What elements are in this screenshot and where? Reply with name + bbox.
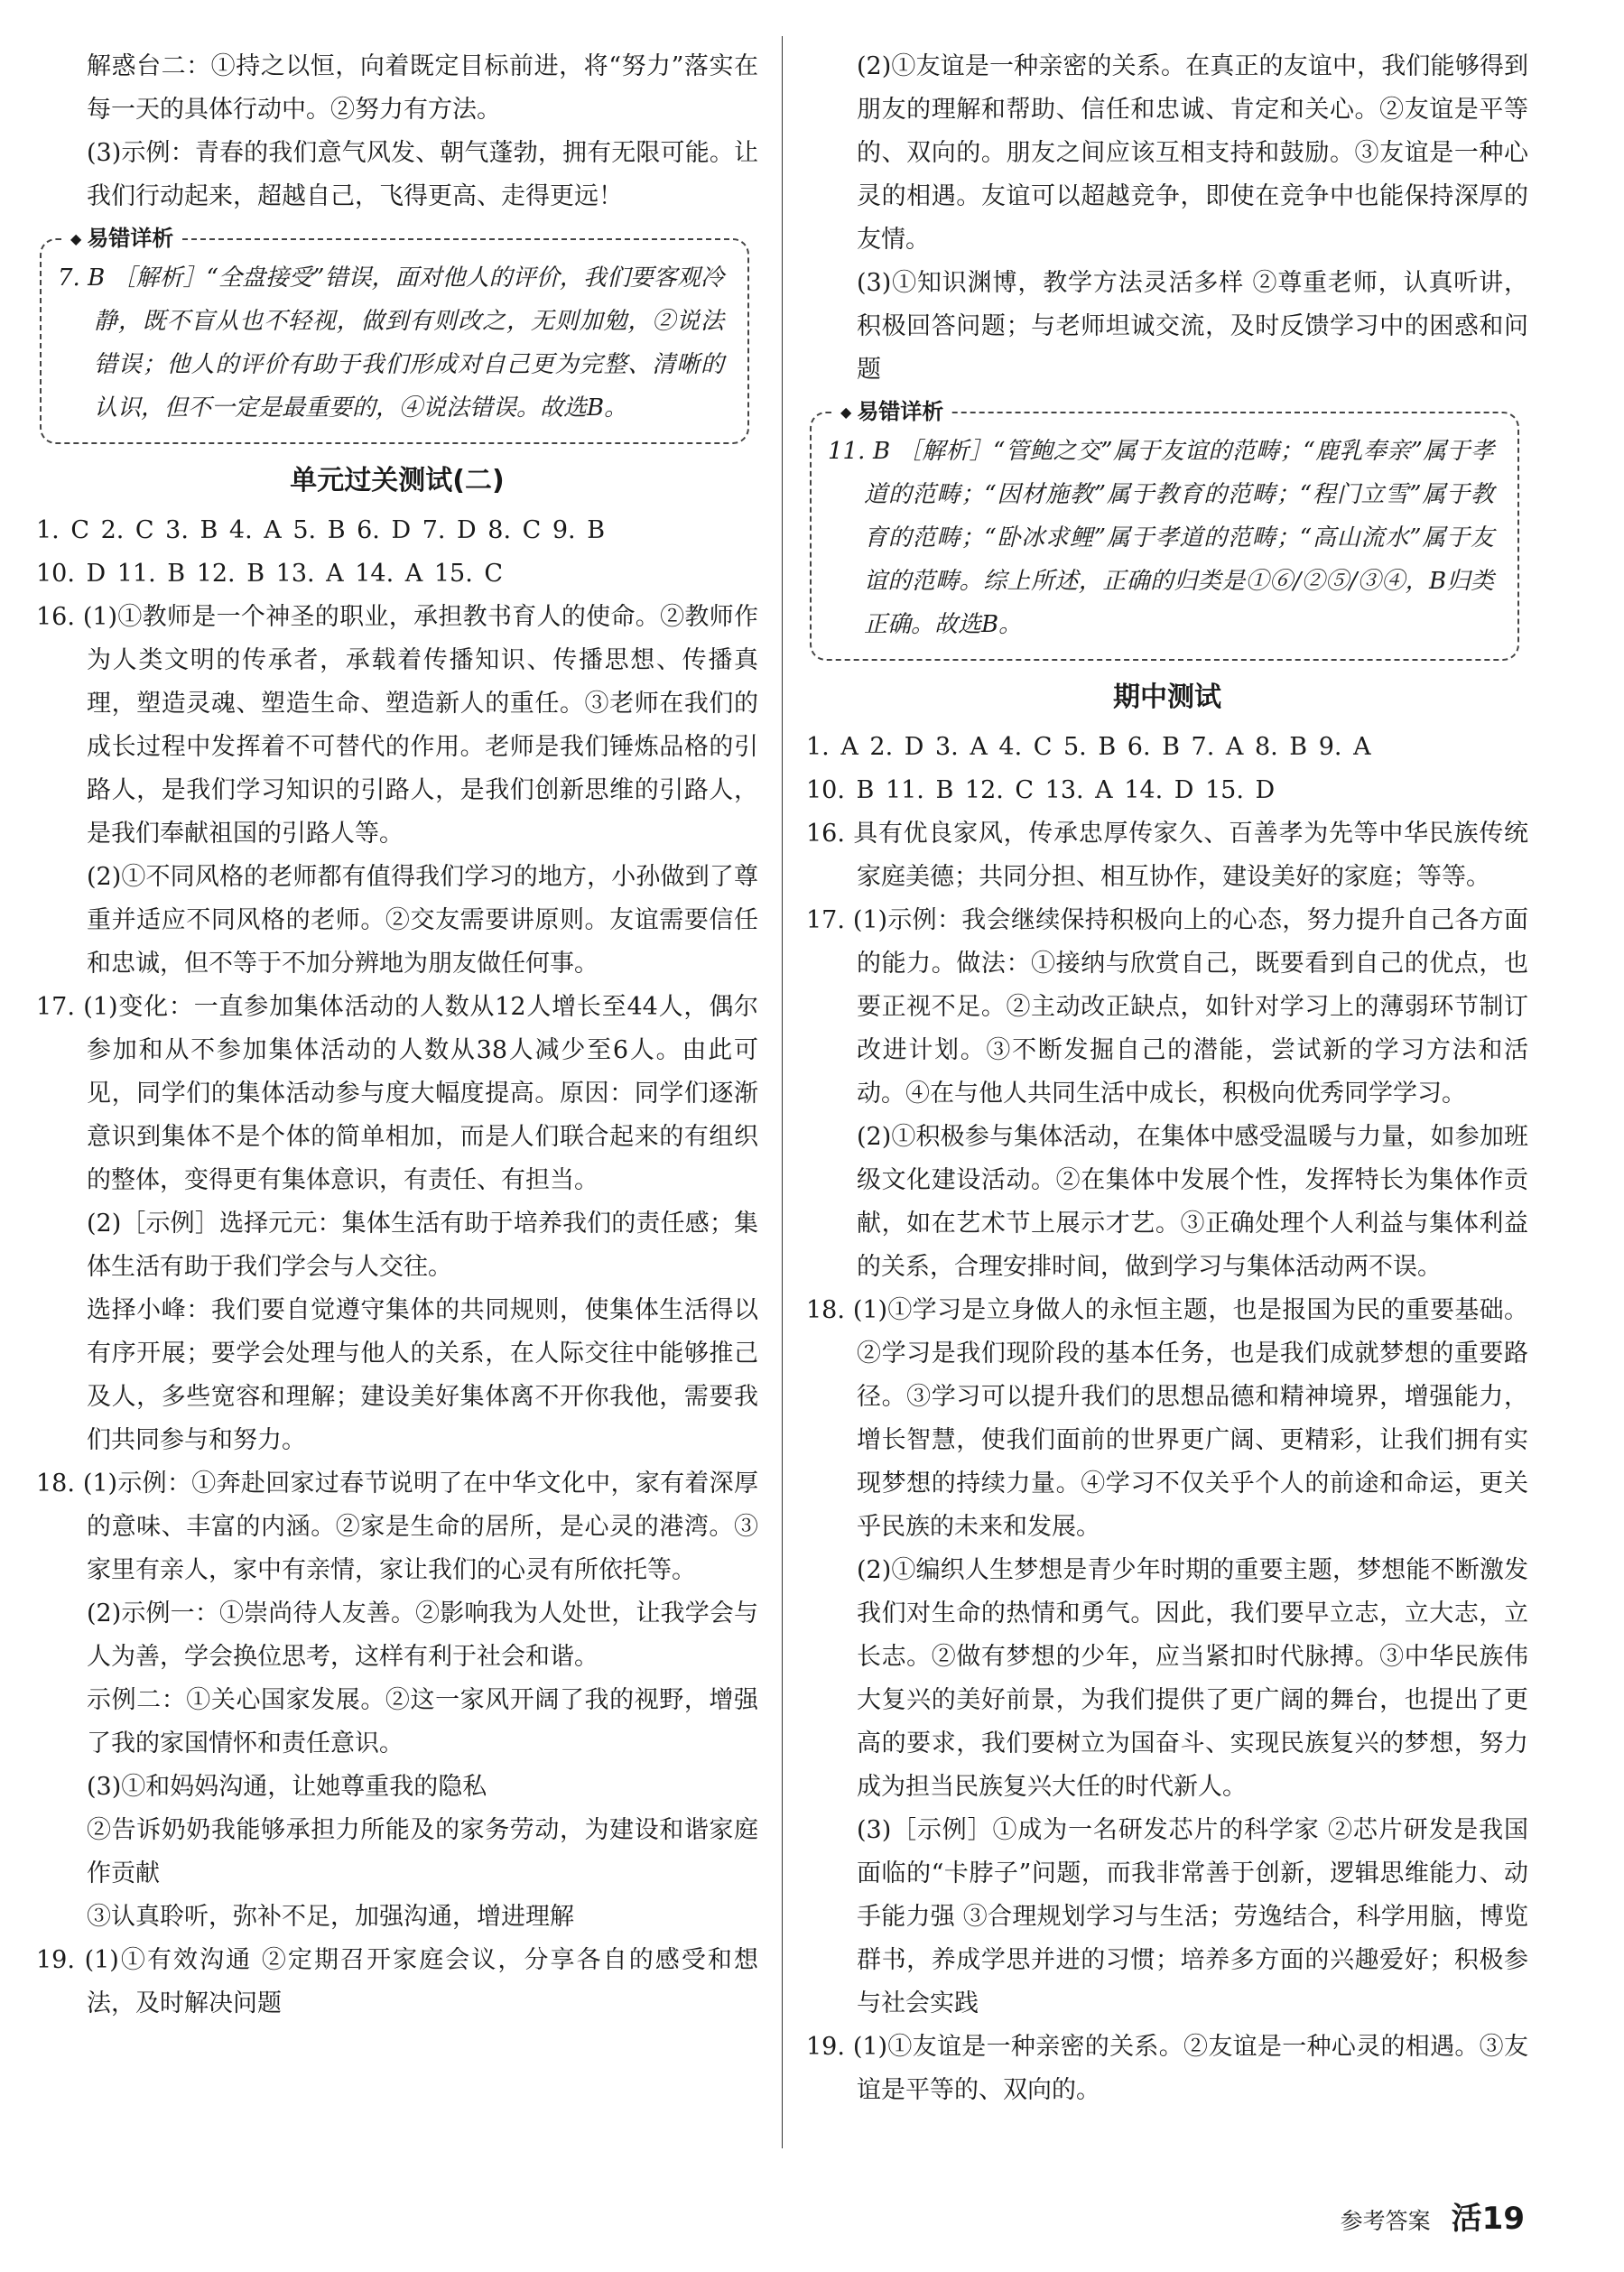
left-column: [36, 45, 758, 2026]
answer-paragraph: (2)①编织人生梦想是青少年时期的重要主题，梦想能不断激发我们对生命的热情和勇气。因此，我们要早立志，立大志，立长志。②做有梦想的少年，应当紧扣时代脉搏。③中华民族伟大复兴的美好前景，为我们提供了更广阔的舞台，也提出了更高的要求，我们要树立为国奋斗、实现民族复兴的梦想，努力成为担当民族复兴大任的时代新人。: [857, 1556, 1528, 1801]
answer-paragraph: 19. (1)①友谊是一种亲密的关系。②友谊是一种心灵的相遇。③友谊是平等的、双向的。: [806, 2033, 1528, 2104]
answer-paragraph: ②告诉奶奶我能够承担力所能及的家务劳动，为建设和谐家庭作贡献: [87, 1816, 758, 1887]
answer-paragraph: 示例二：①关心国家发展。②这一家风开阔了我的视野，增强了我的家国情怀和责任意识。: [87, 1686, 758, 1757]
error-analysis-label: ◆ 易错详析: [63, 222, 181, 255]
choice-answers-row: 10. B 11. B 12. C 13. A 14. D 15. D: [806, 776, 1276, 804]
diamond-icon: ◆: [840, 403, 852, 421]
right-column: [806, 45, 1528, 2112]
answer-paragraph: (2)①积极参与集体活动，在集体中感受温暖与力量，如参加班级文化建设活动。②在集体中发展个性，发挥特长为集体作贡献，如在艺术节上展示才艺。③正确处理个人利益与集体利益的关系，合理安排时间，做到学习与集体活动两不误。: [857, 1123, 1528, 1281]
page-footer: [1341, 2193, 1525, 2238]
answer-paragraph: 17. (1)示例：我会继续保持积极向上的心态，努力提升自己各方面的能力。做法：①接纳与欣赏自己，既要看到自己的优点，也要正视不足。②主动改正缺点，如针对学习上的薄弱环节制订改进计划。③不断发掘自己的潜能，尝试新的学习方法和活动。④在与他人共同生活中成长，积极向优秀同学学习。: [806, 906, 1528, 1108]
answer-paragraph: (3)①和妈妈沟通，让她尊重我的隐私: [87, 1773, 487, 1801]
choice-answers-row: 1. C 2. C 3. B 4. A 5. B 6. D 7. D 8. C 9. B: [36, 516, 606, 544]
answer-paragraph: 18. (1)示例：①奔赴回家过春节说明了在中华文化中，家有着深厚的意味、丰富的内涵。②家是生命的居所，是心灵的港湾。③家里有亲人，家中有亲情，家让我们的心灵有所依托等。: [36, 1470, 758, 1584]
answer-paragraph: 16. (1)①教师是一个神圣的职业，承担教书育人的使命。②教师作为人类文明的传承者，承载着传播知识、传播思想、传播真理，塑造灵魂、塑造生命、塑造新人的重任。③老师在我们的成长过程中发挥着不可替代的作用。老师是我们锤炼品格的引路人，是我们学习知识的引路人，是我们创新思维的引路人，是我们奉献祖国的引路人等。: [36, 603, 758, 848]
error-analysis-text: 7. B ［解析］“全盘接受”错误，面对他人的评价，我们要客观冷静，既不盲从也不轻视，做到有则改之，无则加勉，②说法错误；他人的评价有助于我们形成对自己更为完整、清晰的认识，但不一定是最重要的，④说法错误。故选B。: [58, 264, 724, 422]
diamond-icon: ◆: [70, 230, 82, 247]
column-divider: [782, 36, 783, 2148]
answer-paragraph: (2)①不同风格的老师都有值得我们学习的地方，小孙做到了尊重并适应不同风格的老师。②交友需要讲原则。友谊需要信任和忠诚，但不等于不加分辨地为朋友做任何事。: [87, 863, 758, 978]
answer-paragraph: 16. 具有优良家风，传承忠厚传家久、百善孝为先等中华民族传统家庭美德；共同分担、相互协作，建设美好的家庭；等等。: [806, 820, 1528, 891]
error-analysis-label: ◆ 易错详析: [833, 395, 951, 429]
answer-paragraph: (2)［示例］选择元元：集体生活有助于培养我们的责任感；集体生活有助于我们学会与人交往。: [87, 1210, 758, 1281]
answer-paragraph: 17. (1)变化：一直参加集体活动的人数从12人增长至44人，偶尔参加和从不参加集体活动的人数从38人减少至6人。由此可见，同学们的集体活动参与度大幅度提高。原因：同学们逐渐意识到集体不是个体的简单相加，而是人们联合起来的有组织的整体，变得更有集体意识，有责任、有担当。: [36, 993, 758, 1194]
choice-answers-row: 10. D 11. B 12. B 13. A 14. A 15. C: [36, 560, 504, 588]
footer-label: 参考答案: [1340, 2208, 1431, 2234]
answer-paragraph: (3)①知识渊博，教学方法灵活多样 ②尊重老师，认真听讲，积极回答问题；与老师坦诚交流，及时反馈学习中的困惑和问题: [857, 269, 1528, 384]
error-analysis-text: 11. B ［解析］“管鲍之交”属于友谊的范畴；“鹿乳奉亲”属于孝道的范畴；“因材施教”属于教育的范畴；“程门立雪”属于教育的范畴；“卧冰求鲤”属于孝道的范畴；“高山流水”属于友谊的范畴。综上所述，正确的归类是①⑥/②⑤/③④，B归类正确。故选B。: [828, 438, 1494, 638]
section-title: 单元过关测试(二): [290, 465, 505, 496]
answer-paragraph: 选择小峰：我们要自觉遵守集体的共同规则，使集体生活得以有序开展；要学会处理与他人的关系，在人际交往中能够推己及人，多些宽容和理解；建设美好集体离不开你我他，需要我们共同参与和努力。: [87, 1296, 758, 1454]
answer-paragraph: (3)［示例］①成为一名研发芯片的科学家 ②芯片研发是我国面临的“卡脖子”问题，而我非常善于创新，逻辑思维能力、动手能力强 ③合理规划学习与生活；劳逸结合，科学用脑，博览群书，养成学思并进的习惯；培养多方面的兴趣爱好；积极参与社会实践: [857, 1816, 1528, 2017]
answer-paragraph: 解惑台二：①持之以恒，向着既定目标前进，将“努力”落实在每一天的具体行动中。②努力有方法。: [87, 52, 758, 124]
section-title: 期中测试: [1113, 682, 1221, 713]
answer-paragraph: 18. (1)①学习是立身做人的永恒主题，也是报国为民的重要基础。②学习是我们现阶段的基本任务，也是我们成就梦想的重要路径。③学习可以提升我们的思想品德和精神境界，增强能力，增长智慧，使我们面前的世界更广阔、更精彩，让我们拥有实现梦想的持续力量。④学习不仅关乎个人的前途和命运，更关乎民族的未来和发展。: [806, 1296, 1528, 1541]
answer-paragraph: (3)示例：青春的我们意气风发、朝气蓬勃，拥有无限可能。让我们行动起来，超越自己，飞得更高、走得更远！: [87, 139, 758, 210]
answer-paragraph: ③认真聆听，弥补不足，加强沟通，增进理解: [87, 1903, 574, 1931]
answer-paragraph: 19. (1)①有效沟通 ②定期召开家庭会议，分享各自的感受和想法，及时解决问题: [36, 1946, 758, 2017]
answer-paragraph: (2)示例一：①崇尚待人友善。②影响我为人处世，让我学会与人为善，学会换位思考，这样有利于社会和谐。: [87, 1600, 758, 1671]
answer-paragraph: (2)①友谊是一种亲密的关系。在真正的友谊中，我们能够得到朋友的理解和帮助、信任和忠诚、肯定和关心。②友谊是平等的、双向的。朋友之间应该互相支持和鼓励。③友谊是一种心灵的相遇。友谊可以超越竞争，即使在竞争中也能保持深厚的友情。: [857, 52, 1528, 254]
page-number: 活19: [1451, 2201, 1525, 2237]
error-analysis-box: [810, 399, 1519, 661]
choice-answers-row: 1. A 2. D 3. A 4. C 5. B 6. B 7. A 8. B 9. A: [806, 733, 1371, 761]
error-analysis-box: [40, 226, 749, 444]
